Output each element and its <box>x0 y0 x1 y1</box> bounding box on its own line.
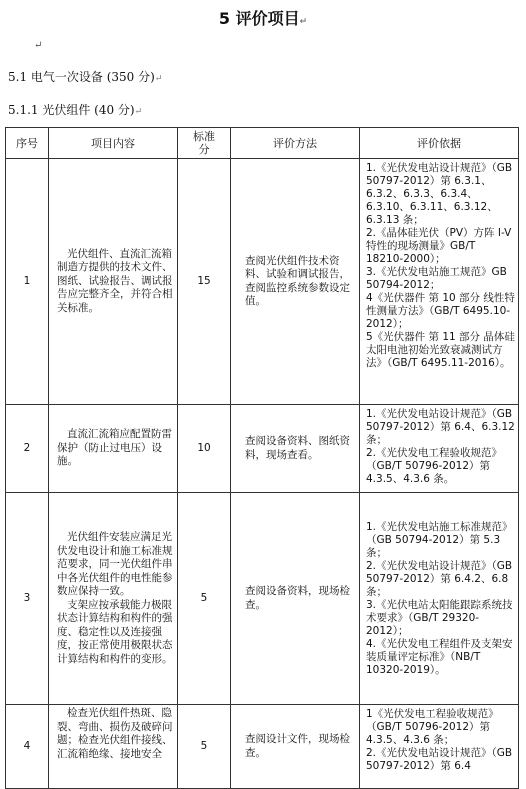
row-score: 5 <box>178 493 231 705</box>
col-header-score: 标准 分 <box>178 128 231 159</box>
row-score: 10 <box>178 405 231 493</box>
row-number: 2 <box>6 405 49 493</box>
col-header-basis: 评价依据 <box>360 128 519 159</box>
row-basis <box>360 405 519 493</box>
row-basis <box>360 493 519 705</box>
page-title: 5 评价项目↵ <box>218 9 308 28</box>
table-row <box>6 159 519 405</box>
basis-item: 2.《光伏发电站设计规范》（GB 50797-2012）第 6.4.2、6.8 条； <box>366 560 513 598</box>
row-number: 3 <box>6 493 49 705</box>
col-header-method: 评价方法 <box>231 128 360 159</box>
row-method: 查阅光伏组件技术资料、试验和调试报告，查阅监控系统参数设定值。 <box>231 159 360 405</box>
basis-item: 3.《光伏电站太阳能跟踪系统技术要求》（GB/T 29320-2012）； <box>366 599 513 637</box>
row-method: 查阅设备资料，现场检查。 <box>231 493 360 705</box>
row-number: 4 <box>6 705 49 789</box>
row-method: 查阅设备资料、图纸资料，现场查看。 <box>231 405 360 493</box>
row-score: 15 <box>178 159 231 405</box>
row-method: 查阅设计文件，现场检查。 <box>231 705 360 789</box>
row-basis <box>360 705 519 789</box>
table-row <box>6 405 519 493</box>
subsection-heading: 5.1.1 光伏组件 (40 分)↵ <box>8 103 143 117</box>
basis-item: 4《光伏器件 第 10 部分 线性特性测量方法》（GB/T 6495.10-2012）； <box>366 292 515 330</box>
row-content: 直流汇流箱应配置防雷保护（防止过电压）设施。 <box>49 405 178 493</box>
basis-item: 2.《光伏发电站设计规范》（GB 50797-2012）第 6.4 <box>366 747 513 772</box>
section-heading: 5.1 电气一次设备 (350 分)↵ <box>8 70 163 84</box>
basis-item: 2.《光伏发电工程验收规范》（GB/T 50796-2012）第 4.3.5、4.3.6 条。 <box>366 447 503 485</box>
basis-item: 4.《光伏发电工程组件及支架安装质量评定标准》（NB/T 10320-2019）。 <box>366 638 513 676</box>
basis-item: 2.《晶体硅光伏（PV）方阵 I-V 特性的现场测量》GB/T 18210-2000）； <box>366 227 512 265</box>
row-basis <box>360 159 519 405</box>
row-content: 光伏组件、直流汇流箱制造方提供的技术文件、图纸、试验报告、调试报告应完整齐全，并符合相关标准。 <box>49 159 178 405</box>
basis-item: 1.《光伏发电站设计规范》（GB 50797-2012）第 6.3.1、6.3.2、6.3.3、6.3.4、6.3.10、6.3.11、6.3.12、6.3.13 条； <box>366 162 513 226</box>
basis-item: 3.《光伏发电站施工规范》GB 50794-2012； <box>366 266 507 291</box>
basis-item: 1《光伏发电工程验收规范》（GB/T 50796-2012）第 4.3.5、4.3.6 条； <box>366 708 499 746</box>
evaluation-table <box>5 127 519 789</box>
col-header-content: 项目内容 <box>49 128 178 159</box>
table-header-row <box>6 128 519 159</box>
table-row <box>6 493 519 705</box>
table-row <box>6 705 519 789</box>
row-score: 5 <box>178 705 231 789</box>
basis-item: 1.《光伏发电站设计规范》（GB 50797-2012）第 6.4、6.3.12 条； <box>366 408 515 446</box>
basis-item: 5《光伏器件 第 11 部分 晶体硅太阳电池初始光致衰减测试方法》（GB/T 6495.11-2016）。 <box>366 331 515 369</box>
basis-item: 1.《光伏发电站施工标准规范》（GB 50794-2012）第 5.3 条； <box>366 521 513 559</box>
col-header-no: 序号 <box>6 128 49 159</box>
row-number: 1 <box>6 159 49 405</box>
row-content: 检查光伏组件热斑、隐裂、弯曲、损伤及破碎问题；检查光伏组件接线、汇流箱绝缘、接地安全 <box>49 705 178 789</box>
paragraph-mark: ↵ <box>34 40 43 51</box>
row-content: 光伏组件安装应满足光伏发电设计和施工标准规范要求，同一光伏组件串中各光伏组件的电性能参数应保持一致。 支架应按承载能力极限状态计算结构和构件的强度、稳定性以及连接强度，按正常使用极限状态计算结构和构件的变形。 <box>49 493 178 705</box>
